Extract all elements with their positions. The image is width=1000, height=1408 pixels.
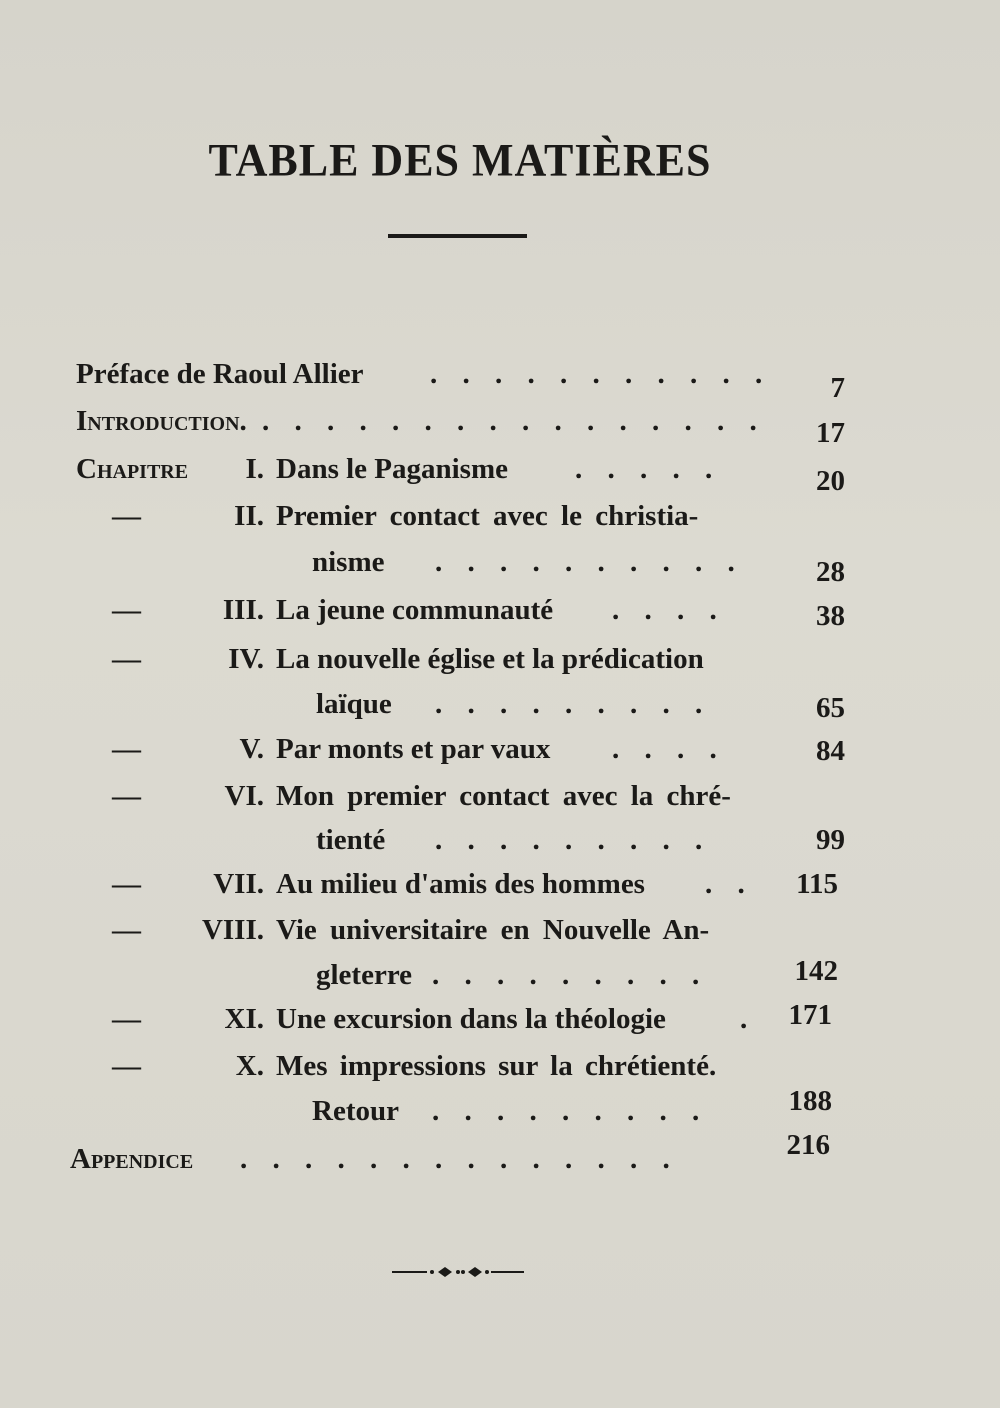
entry-title: Vie universitaire en Nouvelle An- <box>276 914 710 946</box>
chapter-numeral: VII. <box>213 868 264 900</box>
toc-entry-chapter-8 <box>0 914 1000 954</box>
entry-title: La nouvelle église et la prédication <box>276 643 704 675</box>
chapter-numeral: XI. <box>224 1003 264 1035</box>
entry-title: Mes impressions sur la chrétienté. <box>276 1050 717 1082</box>
entry-title: Introduction. <box>76 405 247 437</box>
entry-title: Dans le Paganisme <box>276 453 508 485</box>
ditto-dash: — <box>112 733 141 765</box>
page-number: 171 <box>788 999 832 1031</box>
chapter-numeral: IV. <box>228 643 264 675</box>
ditto-dash: — <box>112 1003 141 1035</box>
leader-dots: . . . . . . . . . <box>435 688 712 720</box>
entry-title: Au milieu d'amis des hommes <box>276 868 645 900</box>
page-number: 20 <box>816 465 845 497</box>
entry-title-continued: nisme <box>312 546 385 578</box>
toc-entry-chapter-10 <box>0 1050 1000 1090</box>
entry-title-continued: gleterre <box>316 959 413 991</box>
page-number: 216 <box>786 1129 830 1161</box>
page-number: 84 <box>816 735 845 767</box>
toc-entry-chapter-9 <box>0 999 1000 1043</box>
chapter-numeral: III. <box>222 594 264 626</box>
leader-dots: . . . . . . . . . . . . . . <box>240 1143 679 1175</box>
toc-entry-chapter-6 <box>0 780 1000 820</box>
chapter-numeral: I. <box>245 453 264 485</box>
leader-dots: . . . . . . . . . <box>432 959 709 991</box>
leader-dots: . . . . . . . . . <box>435 824 712 856</box>
page-number: 115 <box>796 868 838 900</box>
leader-dots: . . . . . . . . . <box>432 1095 709 1127</box>
entry-title: Par monts et par vaux <box>276 733 551 765</box>
ornament-divider-icon <box>392 1262 524 1282</box>
toc-entry-chapter-2 <box>0 500 1000 540</box>
ditto-dash: — <box>112 780 141 812</box>
toc-entry-chapter-2-cont <box>0 546 1000 586</box>
entry-title: Une excursion dans la théologie <box>276 1003 666 1035</box>
ditto-dash: — <box>112 868 141 900</box>
entry-title: Préface de Raoul Allier <box>76 358 364 390</box>
toc-entry-preface <box>0 358 1000 404</box>
leader-dots: . . . . <box>612 733 726 765</box>
ditto-dash: — <box>112 500 141 532</box>
toc-entry-appendice <box>0 1129 1000 1183</box>
page-number: 142 <box>794 955 838 987</box>
toc-entry-chapter-4-cont <box>0 688 1000 728</box>
page-number: 7 <box>830 372 845 404</box>
leader-dots: . . . . . . . . . . . . . . . . <box>262 405 766 437</box>
toc-entry-introduction <box>0 405 1000 449</box>
toc-entry-chapter-5 <box>0 733 1000 773</box>
page-number: 28 <box>816 556 845 588</box>
page-title: TABLE DES MATIÈRES <box>208 134 712 187</box>
entry-title-continued: Retour <box>312 1095 399 1127</box>
ditto-dash: — <box>112 914 141 946</box>
leader-dots: . . . . . . . . . . <box>435 546 744 578</box>
leader-dots: . . . . . . . . . . . <box>430 358 772 390</box>
leader-dots: . <box>740 1003 757 1035</box>
chapter-numeral: X. <box>235 1050 264 1082</box>
entry-title-continued: laïque <box>316 688 392 720</box>
ditto-dash: — <box>112 1050 141 1082</box>
toc-entry-chapter-10-cont <box>0 1085 1000 1135</box>
entry-title: La jeune communauté <box>276 594 554 626</box>
chapter-numeral: V. <box>239 733 264 765</box>
toc-entry-chapter-4 <box>0 643 1000 683</box>
page-number: 17 <box>816 417 845 449</box>
toc-entry-chapter-7 <box>0 868 1000 908</box>
toc-entry-chapter-6-cont <box>0 824 1000 864</box>
title-rule <box>388 234 527 238</box>
toc-entry-chapter-3 <box>0 594 1000 634</box>
leader-dots: . . . . . <box>575 453 722 485</box>
leader-dots: . . . . <box>612 594 726 626</box>
chapter-label: Chapitre <box>76 453 189 485</box>
page-number: 188 <box>788 1085 832 1117</box>
entry-title-continued: tienté <box>316 824 386 856</box>
toc-entry-chapter-8-cont <box>0 955 1000 999</box>
chapter-numeral: VI. <box>224 780 264 812</box>
chapter-numeral: VIII. <box>201 914 264 946</box>
page-number: 99 <box>816 824 845 856</box>
entry-title: Premier contact avec le christia- <box>276 500 699 532</box>
chapter-numeral: II. <box>234 500 264 532</box>
entry-title: Appendice <box>70 1143 194 1175</box>
ditto-dash: — <box>112 594 141 626</box>
leader-dots: . . <box>705 868 754 900</box>
page-number: 38 <box>816 600 845 632</box>
page-number: 65 <box>816 692 845 724</box>
ditto-dash: — <box>112 643 141 675</box>
toc-entry-chapter-1 <box>0 453 1000 497</box>
entry-title: Mon premier contact avec la chré- <box>276 780 731 812</box>
